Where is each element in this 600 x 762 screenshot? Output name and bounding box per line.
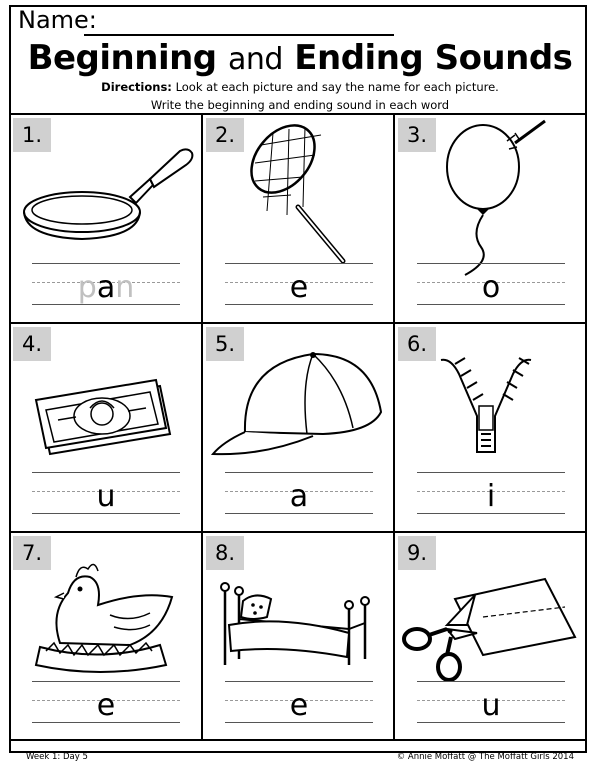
cell-number: 4. [13,327,51,361]
middle-letter: a [289,479,309,514]
directions-text: Look at each picture and say the name for each picture. [175,80,499,94]
middle-letter: e [289,270,309,305]
directions [0,80,600,94]
writing-lines[interactable] [32,263,180,315]
cell-number: 6. [398,327,436,361]
cell-number: 1. [13,118,51,152]
writing-lines[interactable] [417,681,565,733]
ghost-start-letter: p [77,270,97,305]
cell-2 [203,115,394,323]
writing-lines[interactable] [225,263,373,315]
middle-letter: i [486,479,496,514]
ghost-end-letter: n [115,270,135,305]
writing-lines[interactable] [32,681,180,733]
cell-9 [395,533,586,741]
title-part1: Beginning [27,38,217,78]
writing-lines[interactable] [417,263,565,315]
footer-copyright: © Annie Moffatt @ The Moffatt Girls 2014 [396,752,574,762]
cell-number: 7. [13,536,51,570]
cell-number: 3. [398,118,436,152]
middle-letter: u [96,479,116,514]
title-part2: Ending Sounds [294,38,573,78]
directions-line2: Write the beginning and ending sound in each word [150,98,450,112]
middle-letter: e [289,688,309,723]
cell-5 [203,324,394,532]
directions-label: Directions: [101,80,172,94]
name-label: Name: [18,6,97,34]
writing-lines[interactable] [32,472,180,524]
word-letters [32,272,180,304]
cell-number: 5. [206,327,244,361]
cell-4 [10,324,201,532]
cell-1 [10,115,201,323]
cell-7 [10,533,201,741]
cell-3 [395,115,586,323]
cell-8 [203,533,394,741]
worksheet-title [0,38,600,78]
middle-letter: e [96,688,116,723]
middle-letter: o [481,270,501,305]
middle-letter: a [96,270,116,305]
cell-6 [395,324,586,532]
cell-number: 2. [206,118,244,152]
footer-week: Week 1: Day 5 [26,752,88,762]
middle-letter: u [481,688,501,723]
cell-number: 9. [398,536,436,570]
writing-lines[interactable] [225,472,373,524]
writing-lines[interactable] [417,472,565,524]
writing-lines[interactable] [225,681,373,733]
name-write-line[interactable] [84,34,394,36]
cell-number: 8. [206,536,244,570]
title-and: and [227,42,283,77]
